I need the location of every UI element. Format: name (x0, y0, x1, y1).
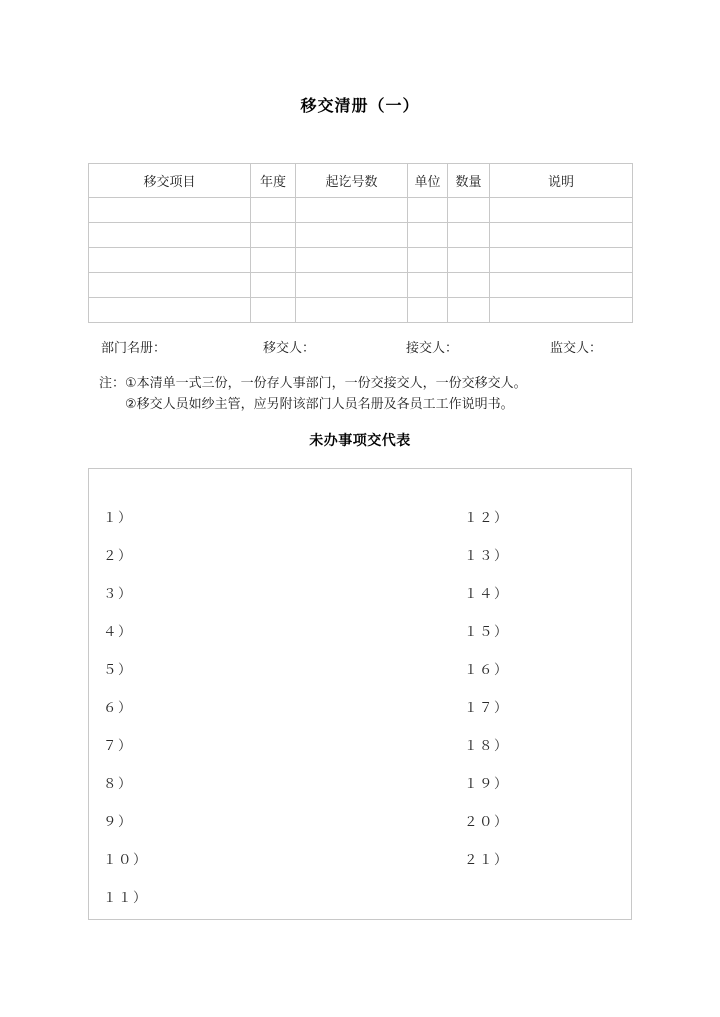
signature-field-transferor[interactable]: 移交人： (263, 341, 316, 356)
section-title-pending-items: 未办事项交代表 (309, 433, 411, 449)
list-item[interactable]: １３） (464, 548, 509, 564)
table-cell-unit[interactable] (408, 273, 448, 298)
table-row[interactable] (89, 198, 633, 223)
table-row[interactable] (89, 273, 633, 298)
table-cell-qty[interactable] (448, 248, 490, 273)
transfer-inventory-table (88, 163, 633, 323)
table-header-row (89, 164, 633, 198)
page-title: 移交清册（一） (300, 96, 420, 115)
table-cell-range[interactable] (296, 298, 408, 323)
table-row[interactable] (89, 298, 633, 323)
pending-items-box (88, 468, 632, 920)
table-cell-year[interactable] (251, 198, 296, 223)
list-item[interactable]: １８） (464, 738, 509, 754)
signature-field-department[interactable]: 部门名册： (101, 341, 167, 356)
list-item[interactable]: ５） (103, 662, 133, 678)
list-item[interactable]: ７） (103, 738, 133, 754)
signature-row (88, 337, 632, 357)
table-row[interactable] (89, 248, 633, 273)
note-line-2: ②移交人员如纱主管，应另附该部门人员名册及各员工工作说明书。 (125, 397, 514, 412)
table-header-remark: 说明 (490, 164, 633, 198)
signature-field-supervisor[interactable]: 监交人： (550, 341, 603, 356)
table-cell-range[interactable] (296, 223, 408, 248)
table-row[interactable] (89, 223, 633, 248)
pending-items-left-column (103, 499, 148, 917)
table-cell-year[interactable] (251, 223, 296, 248)
table-cell-remark[interactable] (490, 273, 633, 298)
table-cell-qty[interactable] (448, 298, 490, 323)
list-item[interactable]: ８） (103, 776, 133, 792)
list-item[interactable]: １４） (464, 586, 509, 602)
table-cell-year[interactable] (251, 248, 296, 273)
table-cell-range[interactable] (296, 273, 408, 298)
list-item[interactable]: １５） (464, 624, 509, 640)
list-item[interactable]: １７） (464, 700, 509, 716)
list-item[interactable]: １０） (103, 852, 148, 868)
table-cell-remark[interactable] (490, 223, 633, 248)
list-item[interactable]: ２０） (464, 814, 509, 830)
table-cell-item[interactable] (89, 298, 251, 323)
list-item[interactable]: １９） (464, 776, 509, 792)
table-cell-qty[interactable] (448, 198, 490, 223)
table-cell-remark[interactable] (490, 248, 633, 273)
list-item[interactable]: ６） (103, 700, 133, 716)
list-item[interactable]: １１） (103, 890, 148, 906)
notes-block (99, 373, 639, 415)
table-cell-year[interactable] (251, 273, 296, 298)
table-cell-qty[interactable] (448, 273, 490, 298)
table-header-unit: 单位 (408, 164, 448, 198)
list-item[interactable]: ２） (103, 548, 133, 564)
table-header-qty: 数量 (448, 164, 490, 198)
table-cell-qty[interactable] (448, 223, 490, 248)
list-item[interactable]: ２１） (464, 852, 509, 868)
table-cell-range[interactable] (296, 248, 408, 273)
table-cell-unit[interactable] (408, 298, 448, 323)
table-cell-remark[interactable] (490, 298, 633, 323)
note-line-1: 注：①本清单一式三份，一份存人事部门，一份交接交人，一份交移交人。 (99, 376, 527, 391)
table-cell-item[interactable] (89, 248, 251, 273)
pending-items-right-column (464, 499, 509, 879)
signature-field-receiver[interactable]: 接交人： (406, 341, 459, 356)
table-cell-unit[interactable] (408, 248, 448, 273)
table-cell-item[interactable] (89, 223, 251, 248)
table-cell-item[interactable] (89, 273, 251, 298)
table-header-year: 年度 (251, 164, 296, 198)
list-item[interactable]: ３） (103, 586, 133, 602)
table-cell-unit[interactable] (408, 223, 448, 248)
table-header-range: 起讫号数 (296, 164, 408, 198)
list-item[interactable]: １６） (464, 662, 509, 678)
table-cell-remark[interactable] (490, 198, 633, 223)
list-item[interactable]: １２） (464, 510, 509, 526)
table-header-item: 移交项目 (89, 164, 251, 198)
list-item[interactable]: ４） (103, 624, 133, 640)
table-cell-year[interactable] (251, 298, 296, 323)
table-cell-item[interactable] (89, 198, 251, 223)
table-cell-range[interactable] (296, 198, 408, 223)
table-cell-unit[interactable] (408, 198, 448, 223)
list-item[interactable]: １） (103, 510, 133, 526)
list-item[interactable]: ９） (103, 814, 133, 830)
